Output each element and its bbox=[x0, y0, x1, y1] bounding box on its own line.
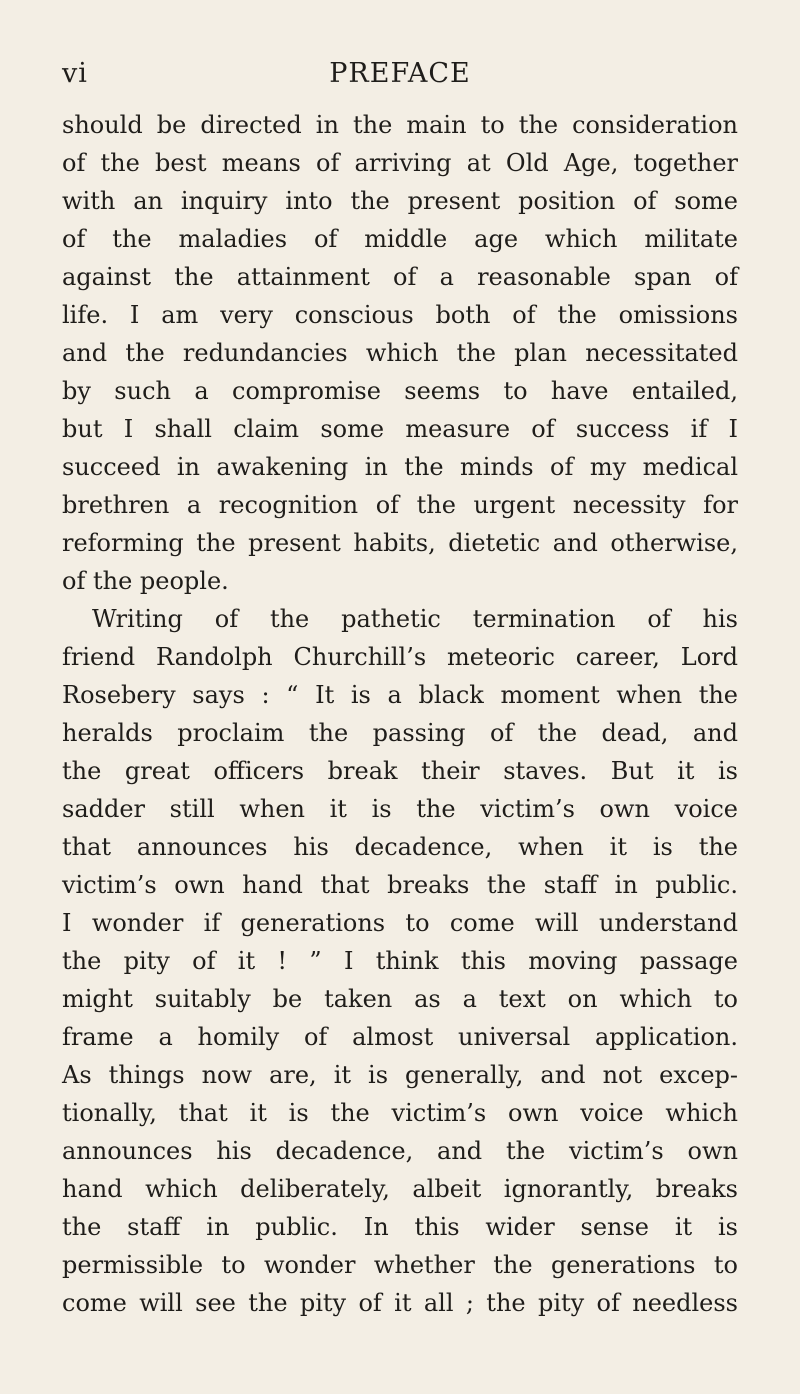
text-line: As things now are, it is generally, and not excep- bbox=[62, 1061, 738, 1089]
text-line: succeed in awakening in the minds of my medical bbox=[62, 453, 738, 481]
text-line: by such a compromise seems to have entailed, bbox=[62, 377, 738, 405]
text-line: sadder still when it is the victim’s own voice bbox=[62, 795, 738, 823]
text-line: friend Randolph Churchill’s meteoric career, Lord bbox=[62, 643, 738, 671]
text-line: should be directed in the main to the consideration bbox=[62, 111, 738, 139]
text-line: brethren a recognition of the urgent necessity for bbox=[62, 491, 738, 519]
text-line: of the people. bbox=[62, 567, 229, 595]
text-line: against the attainment of a reasonable span of bbox=[62, 263, 738, 291]
text-line: I wonder if generations to come will understand bbox=[62, 909, 738, 937]
text-line: that announces his decadence, when it is the bbox=[62, 833, 738, 861]
running-head bbox=[62, 54, 738, 94]
text-line: the staff in public. In this wider sense it is bbox=[62, 1213, 738, 1241]
text-line: and the redundancies which the plan necessitated bbox=[62, 339, 738, 367]
text-line: might suitably be taken as a text on which to bbox=[62, 985, 738, 1013]
text-line: victim’s own hand that breaks the staff in public. bbox=[62, 871, 738, 899]
text-line: the great officers break their staves. But it is bbox=[62, 757, 738, 785]
text-line: tionally, that it is the victim’s own voice which bbox=[62, 1099, 738, 1127]
text-line: but I shall claim some measure of success if I bbox=[62, 415, 738, 443]
text-line: permissible to wonder whether the generations to bbox=[62, 1251, 738, 1279]
text-line: of the maladies of middle age which militate bbox=[62, 225, 738, 253]
text-line: come will see the pity of it all ; the pity of needless bbox=[62, 1289, 738, 1317]
text-line: hand which deliberately, albeit ignorantly, breaks bbox=[62, 1175, 738, 1203]
text-line: heralds proclaim the passing of the dead, and bbox=[62, 719, 738, 747]
page-title: PREFACE bbox=[329, 58, 471, 89]
text-line: frame a homily of almost universal application. bbox=[62, 1023, 738, 1051]
text-line: announces his decadence, and the victim’s own bbox=[62, 1137, 738, 1165]
page-number: vi bbox=[62, 58, 88, 89]
text-line: reforming the present habits, dietetic and otherwise, bbox=[62, 529, 738, 557]
text-line: of the best means of arriving at Old Age, together bbox=[62, 149, 738, 177]
body-text bbox=[62, 106, 738, 1322]
text-line: life. I am very conscious both of the omissions bbox=[62, 301, 738, 329]
text-line: the pity of it ! ” I think this moving passage bbox=[62, 947, 738, 975]
text-line: with an inquiry into the present position of some bbox=[62, 187, 738, 215]
text-line: Rosebery says : “ It is a black moment when the bbox=[62, 681, 738, 709]
text-line: Writing of the pathetic termination of his bbox=[92, 605, 738, 633]
